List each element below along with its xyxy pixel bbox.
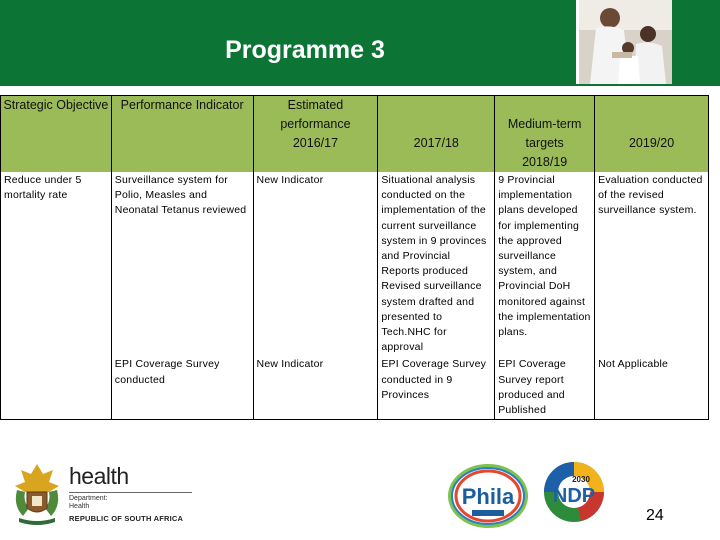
table-row [1, 172, 709, 356]
slide-title: Programme 3 [225, 36, 385, 64]
department-label [69, 495, 108, 511]
cell-performance-indicator: Surveillance system for Polio, Measles and Neonatal Tetanus reviewed [111, 172, 253, 356]
table-row [1, 356, 709, 419]
cell-target-2017-18: Situational analysis conducted on the implementation of the current surveillance system in 9 provinces and Provincial Reports produced Revised surveillance system drafted and presented to Tech.NHC for approval [378, 172, 495, 356]
header-medium-term: Medium-term targets [507, 117, 582, 150]
cell-target-2018-19: EPI Coverage Survey report produced and Published [495, 356, 595, 419]
header-year-2019-20 [595, 96, 709, 173]
header-estimated-performance [253, 96, 378, 173]
brand-divider [69, 492, 192, 493]
cell-estimated: New Indicator [253, 172, 378, 356]
header-year: 2016/17 [292, 136, 339, 150]
cell-strategic-objective: Reduce under 5 mortality rate [1, 172, 112, 356]
header-photo [576, 0, 672, 84]
header-year-2017-18 [378, 96, 495, 173]
cell-target-2017-18: EPI Coverage Survey conducted in 9 Provinces [378, 356, 495, 419]
ndp-year: 2030 [572, 475, 590, 484]
cell-target-2019-20: Not Applicable [595, 356, 709, 419]
coat-of-arms-logo [9, 460, 65, 526]
header-year-2018-19 [495, 96, 595, 173]
programme-table [0, 95, 709, 420]
photo-divider [576, 0, 579, 84]
ndp-logo-text: NDP [552, 485, 596, 507]
header-label: Estimated performance [280, 98, 351, 131]
department-line-2: Health [69, 503, 90, 510]
header-strategic-objective [1, 96, 112, 173]
country-label: REPUBLIC OF SOUTH AFRICA [69, 514, 184, 523]
department-line-1: Department: [69, 495, 108, 502]
header-label: Performance Indicator [120, 98, 244, 112]
header-label: Strategic Objective [3, 98, 109, 112]
ndp-2030-logo [541, 460, 607, 532]
header-year: 2017/18 [413, 136, 459, 150]
cell-strategic-objective [1, 356, 112, 419]
page-number: 24 [646, 507, 664, 524]
header-year: 2018/19 [522, 155, 568, 169]
cell-estimated: New Indicator [253, 356, 378, 419]
health-wordmark: health [69, 463, 129, 489]
cell-performance-indicator: EPI Coverage Survey conducted [111, 356, 253, 419]
phila-logo-text: Phila [461, 484, 515, 509]
cell-target-2018-19: 9 Provincial implementation plans developed for implementing the approved surveillance system, and Provincial DoH monitored against the implementation plans. [495, 172, 595, 356]
header-performance-indicator [111, 96, 253, 173]
cell-target-2019-20: Evaluation conducted of the revised surveillance system. [595, 172, 709, 356]
header-year: 2019/20 [628, 136, 675, 150]
phila-logo [446, 462, 530, 530]
